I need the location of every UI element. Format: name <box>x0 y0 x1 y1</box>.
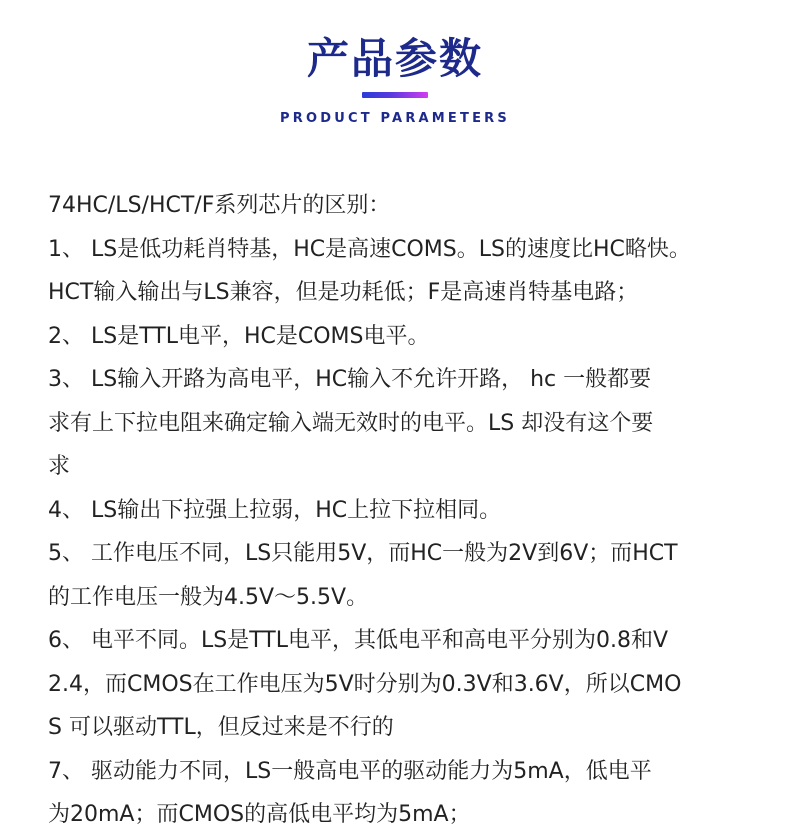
text-line-item-5: 5、 工作电压不同，LS只能用5V，而HC一般为2V到6V；而HCT <box>48 541 678 566</box>
text-line-item-2: 2、 LS是TTL电平，HC是COMS电平。 <box>48 323 430 349</box>
text-line-item-6-cont: 2.4，而CMOS在工作电压为5V时分别为0.3V和3.6V，所以CMO <box>48 671 682 697</box>
text-line-item-1-cont: HCT输入输出与LS兼容，但是功耗低；F是高速肖特基电路； <box>48 280 639 305</box>
text-line-item-7: 7、 驱动能力不同，LS一般高电平的驱动能力为5mA，低电平 <box>48 758 652 784</box>
text-line-item-1: 1、 LS是低功耗肖特基，HC是高速COMS。LS的速度比HC略快。 <box>48 236 691 262</box>
title-accent-bar <box>362 92 428 98</box>
text-line-item-7-cont: 为20mA；而CMOS的高低电平均为5mA； <box>48 802 471 827</box>
text-line-item-3: 3、 LS输入开路为高电平，HC输入不允许开路， hc 一般都要 <box>48 367 652 392</box>
text-line-intro: 74HC/LS/HCT/F系列芯片的区别： <box>48 193 391 218</box>
text-line-item-5-cont: 的工作电压一般为4.5V～5.5V。 <box>48 584 369 610</box>
text-line-item-3-cont: 求有上下拉电阻来确定输入端无效时的电平。LS 却没有这个要 <box>48 410 654 436</box>
page-title: 产品参数 <box>306 34 483 83</box>
page-subtitle: PRODUCT PARAMETERS <box>280 111 510 126</box>
text-line-item-6: 6、 电平不同。LS是TTL电平，其低电平和高电平分别为0.8和V <box>48 628 668 653</box>
text-line-item-3-end: 求 <box>48 454 71 479</box>
parameters-text <box>48 184 768 837</box>
section-header <box>0 0 790 140</box>
text-line-item-4: 4、 LS输出下拉强上拉弱，HC上拉下拉相同。 <box>48 497 502 523</box>
text-line-item-6-end: S 可以驱动TTL，但反过来是不行的 <box>48 715 394 740</box>
